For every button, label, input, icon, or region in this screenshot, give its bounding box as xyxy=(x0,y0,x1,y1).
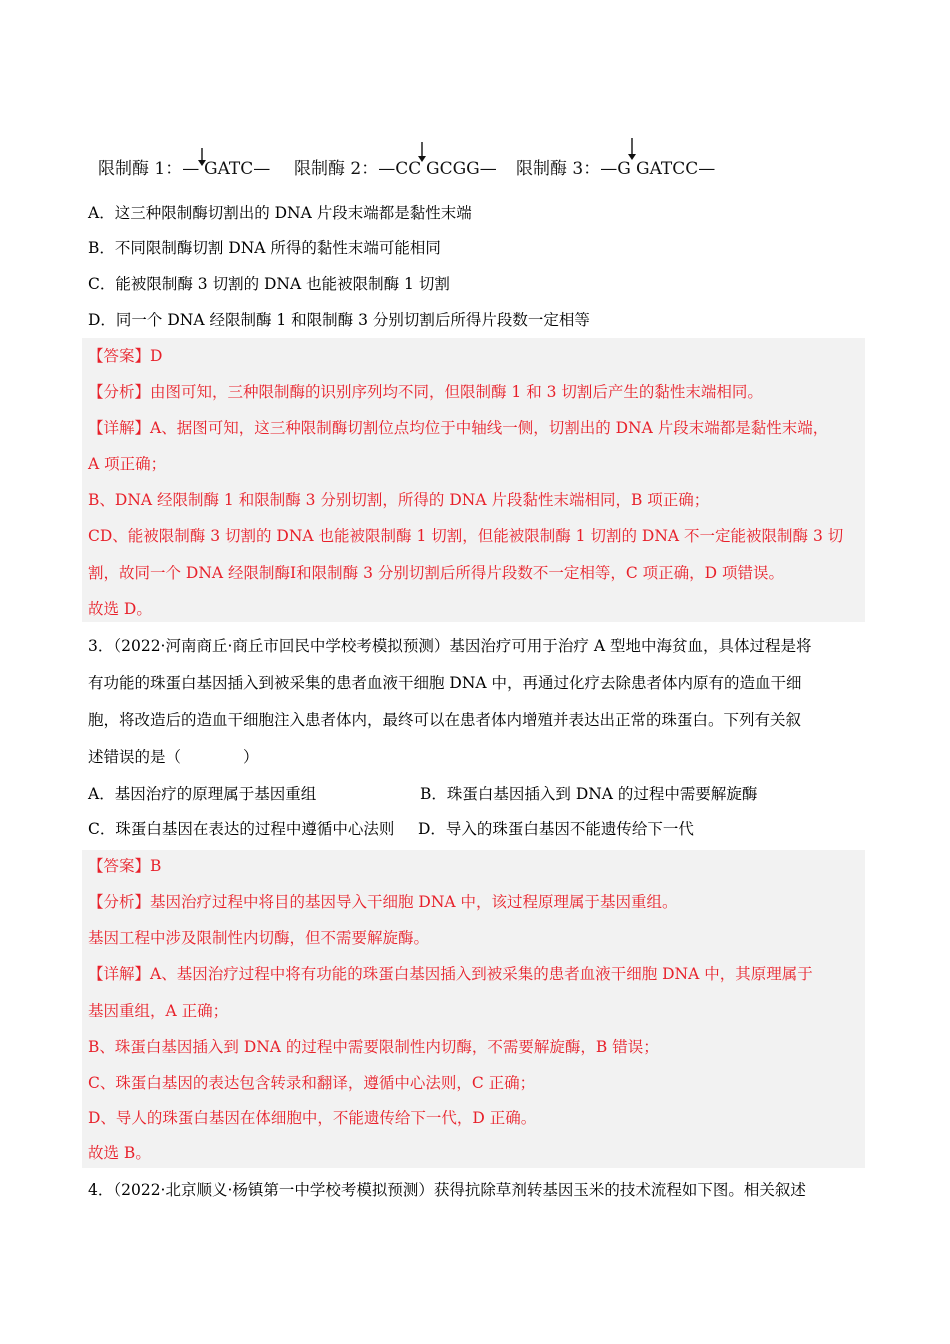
q4-stem-line: 4．（2022·北京顺义·杨镇第一中学校考模拟预测）获得抗除草剂转基因玉米的技术流程如下图。相关叙述 xyxy=(88,1181,806,1199)
q2-option-a: A．这三种限制酶切割出的 DNA 片段末端都是黏性末端 xyxy=(88,204,472,222)
q3-detail-line: B、珠蛋白基因插入到 DNA 的过程中需要限制性内切酶，不需要解旋酶，B 错误； xyxy=(88,1038,659,1056)
enzyme-1-label: 限制酶 1：— xyxy=(98,159,200,179)
q3-option-b: B．珠蛋白基因插入到 DNA 的过程中需要解旋酶 xyxy=(420,785,758,803)
q2-option-d: D．同一个 DNA 经限制酶 1 和限制酶 3 分别切割后所得片段数一定相等 xyxy=(88,311,590,329)
q2-detail-line: B、DNA 经限制酶 1 和限制酶 3 分别切割，所得的 DNA 片段黏性末端相同，B 项正确； xyxy=(88,491,710,509)
restriction-enzyme-figure xyxy=(96,138,736,186)
enzyme-1-site: GATC— xyxy=(204,159,271,179)
q3-stem-line: 有功能的珠蛋白基因插入到被采集的患者血液干细胞 DNA 中，再通过化疗去除患者体内原有的造血干细 xyxy=(88,674,802,692)
q2-detail-line: CD、能被限制酶 3 切割的 DNA 也能被限制酶 1 切割，但能被限制酶 1 切割的 DNA 不一定能被限制酶 3 切 xyxy=(88,527,844,545)
q3-stem-line: 述错误的是（ ） xyxy=(88,748,259,766)
q2-option-b: B．不同限制酶切割 DNA 所得的黏性末端可能相同 xyxy=(88,239,441,257)
enzyme-figure-svg xyxy=(96,138,736,186)
enzyme-3-label: 限制酶 3：—G xyxy=(516,159,631,179)
enzyme-3-site: GATCC— xyxy=(636,159,716,179)
q3-detail-line: C、珠蛋白基因的表达包含转录和翻译，遵循中心法则，C 正确； xyxy=(88,1074,536,1092)
q3-analysis-line: 基因工程中涉及限制性内切酶，但不需要解旋酶。 xyxy=(88,929,430,947)
q2-detail-line: 割，故同一个 DNA 经限制酶Ⅰ和限制酶 3 分别切割后所得片段数不一定相等，C 项正确，D 项错误。 xyxy=(88,564,785,582)
q2-option-c: C．能被限制酶 3 切割的 DNA 也能被限制酶 1 切割 xyxy=(88,275,450,293)
enzyme-3-cut-arrow-icon xyxy=(628,138,636,160)
q3-stem-line: 胞，将改造后的造血干细胞注入患者体内，最终可以在患者体内增殖并表达出正常的珠蛋白。下列有关叙 xyxy=(88,711,802,729)
q3-detail-line: 基因重组，A 正确； xyxy=(88,1002,229,1020)
q2-detail-line: 【详解】A、据图可知，这三种限制酶切割位点均位于中轴线一侧，切割出的 DNA 片段末端都是黏性末端， xyxy=(88,419,829,437)
enzyme-2-label: 限制酶 2：—CC xyxy=(294,159,422,179)
q3-answer: 【答案】B xyxy=(88,857,162,875)
q3-option-a: A．基因治疗的原理属于基因重组 xyxy=(88,785,317,803)
q2-answer: 【答案】D xyxy=(88,347,163,365)
q2-analysis: 【分析】由图可知，三种限制酶的识别序列均不同，但限制酶 1 和 3 切割后产生的黏性末端相同。 xyxy=(88,383,763,401)
q3-option-d: D．导入的珠蛋白基因不能遗传给下一代 xyxy=(418,820,694,838)
q3-detail-line: 【详解】A、基因治疗过程中将有功能的珠蛋白基因插入到被采集的患者血液干细胞 DNA 中，其原理属于 xyxy=(88,965,813,983)
q3-stem-line: 3．（2022·河南商丘·商丘市回民中学校考模拟预测）基因治疗可用于治疗 A 型地中海贫血，具体过程是将 xyxy=(88,637,812,655)
q2-conclusion: 故选 D。 xyxy=(88,600,152,618)
q3-detail-line: D、导人的珠蛋白基因在体细胞中，不能遗传给下一代，D 正确。 xyxy=(88,1109,537,1127)
q3-option-c: C．珠蛋白基因在表达的过程中遵循中心法则 xyxy=(88,820,395,838)
enzyme-2-site: GCGG— xyxy=(426,159,497,179)
q2-detail-line: A 项正确； xyxy=(88,455,167,473)
q3-conclusion: 故选 B。 xyxy=(88,1144,151,1162)
q3-analysis-line: 【分析】基因治疗过程中将目的基因导入干细胞 DNA 中，该过程原理属于基因重组。 xyxy=(88,893,678,911)
